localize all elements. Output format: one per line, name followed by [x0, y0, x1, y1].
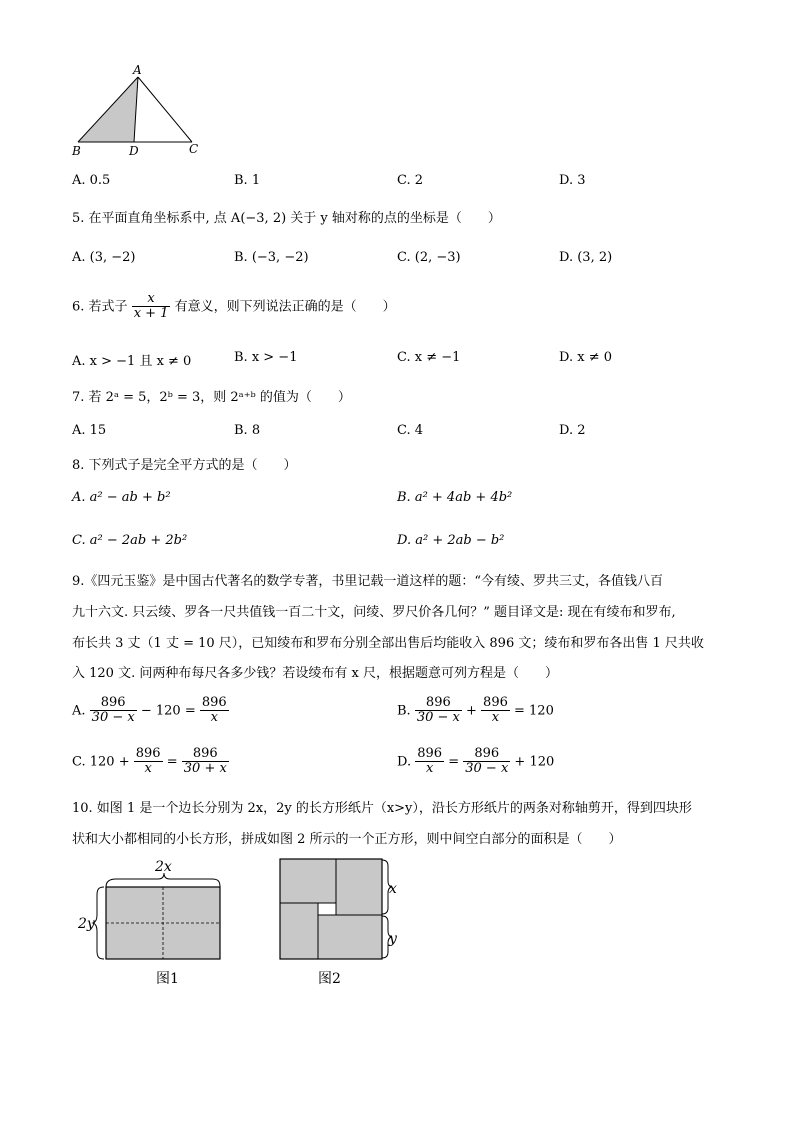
q9-c-fraction-2 — [182, 747, 229, 777]
q6-fraction-num: x — [132, 292, 171, 307]
q9-b-f2-num: 896 — [483, 695, 508, 710]
q9-d-f1-den: x — [425, 761, 434, 777]
q9-a-fraction-2 — [200, 696, 229, 726]
q5-option-b: B. (−3, −2) — [234, 250, 309, 265]
q9-option-c-label: C. — [72, 754, 86, 770]
q4-option-a: A. 0.5 — [72, 173, 111, 188]
q9-line-3: 布长共 3 丈（1 丈 = 10 尺），已知绫布和罗布分别全部出售后均能收入 896 文；绫布和罗布各出售 1 尺共收 — [72, 636, 704, 651]
q9-option-d — [397, 747, 554, 777]
q9-a-mid: − 120 = — [140, 703, 196, 719]
q9-line-1: 9.《四元玉鉴》是中国古代著名的数学专著，书里记载一道这样的题：“今有绫、罗共三丈，各值钱八百 — [72, 574, 664, 589]
q8-option-a: A. a² − ab + b² — [72, 490, 171, 505]
q6-fraction-den: x + 1 — [133, 306, 169, 322]
triangle-figure — [68, 62, 218, 162]
q9-option-d-label: D. — [397, 754, 412, 770]
q9-line-2: 九十六文. 只云绫、罗各一尺共值钱一百二十文，问绫、罗尺价各几何？” 题目译文是: 现在有绫布和罗布, — [72, 605, 676, 620]
q9-c-f1-den: x — [144, 761, 152, 777]
vertex-b-label: B — [72, 144, 81, 158]
q4-option-b: B. 1 — [234, 173, 261, 188]
figure-2 — [272, 855, 402, 995]
q7-option-d: D. 2 — [559, 423, 586, 438]
q8-stem: 8. 下列式子是完全平方式的是（ ） — [72, 458, 297, 473]
q9-c-f2-num: 896 — [182, 747, 229, 762]
q9-b-fraction-1 — [415, 696, 462, 726]
q9-option-b-label: B. — [397, 703, 411, 719]
q9-line-4: 入 120 文. 问两种布每尺各多少钱？若设绫布有 x 尺，根据题意可列方程是（ ） — [72, 666, 558, 681]
q9-b-fraction-2 — [481, 696, 510, 726]
q9-a-f2-num: 896 — [201, 695, 227, 710]
q9-c-f1-num: 896 — [135, 746, 161, 761]
q9-c-fraction-1 — [134, 747, 163, 777]
q9-a-f2-den: x — [210, 710, 218, 726]
q5-option-a: A. (3, −2) — [72, 250, 136, 265]
q9-d-fraction-2 — [463, 747, 510, 777]
q9-d-f2-num: 896 — [463, 747, 510, 762]
q6-prefix: 6. 若式子 — [72, 299, 128, 315]
q9-d-f1-num: 896 — [417, 746, 443, 761]
fig1-left-label: 2y — [78, 916, 95, 932]
fig1-top-label: 2x — [155, 859, 172, 875]
q6-option-d: D. x ≠ 0 — [559, 350, 612, 365]
q7-stem: 7. 若 2ᵃ = 5，2ᵇ = 3，则 2ᵃ⁺ᵇ 的值为（ ） — [72, 390, 351, 405]
q9-b-mid: + — [466, 703, 477, 719]
q9-b-f1-num: 896 — [415, 696, 462, 711]
vertex-a-label: A — [133, 63, 142, 77]
q6-suffix: 有意义，则下列说法正确的是（ ） — [174, 299, 396, 315]
q5-option-c: C. (2, −3) — [397, 250, 461, 265]
q9-b-end: = 120 — [514, 703, 554, 719]
vertex-c-label: C — [189, 142, 199, 156]
fig1-caption: 图1 — [156, 971, 179, 987]
q9-a-fraction-1 — [90, 696, 137, 726]
q9-a-f1-den: 30 − x — [91, 710, 135, 726]
q6-option-a: A. x > −1 且 x ≠ 0 — [72, 354, 192, 369]
q9-d-fraction-1 — [415, 747, 444, 777]
q4-option-c: C. 2 — [397, 173, 424, 188]
figure-1 — [72, 855, 232, 995]
q9-option-c — [72, 747, 229, 777]
q9-option-a-label: A. — [72, 703, 86, 719]
q5-option-d: D. (3, 2) — [559, 250, 613, 265]
q7-option-c: C. 4 — [397, 423, 424, 438]
q6-stem — [72, 292, 396, 322]
q9-c-pre: 120 + — [89, 754, 130, 770]
q9-b-f2-den: x — [491, 710, 500, 726]
q9-b-f1-den: 30 − x — [416, 710, 460, 726]
q6-fraction — [132, 292, 171, 322]
q8-option-c: C. a² − 2ab + 2b² — [72, 533, 188, 548]
fig2-y-label: y — [389, 931, 397, 947]
q8-option-b: B. a² + 4ab + 4b² — [397, 490, 513, 505]
q9-option-a — [72, 696, 229, 726]
q7-option-a: A. 15 — [72, 423, 107, 438]
q6-option-b: B. x > −1 — [234, 350, 298, 365]
q10-line-1: 10. 如图 1 是一个边长分别为 2x，2y 的长方形纸片（x>y），沿长方形纸片的两条对称轴剪开，得到四块形 — [72, 801, 692, 816]
q9-d-f2-den: 30 − x — [465, 761, 509, 777]
q10-line-2: 状和大小都相同的小长方形，拼成如图 2 所示的一个正方形，则中间空白部分的面积是（ ） — [72, 832, 622, 847]
q9-c-f2-den: 30 + x — [183, 761, 227, 777]
q6-option-c: C. x ≠ −1 — [397, 350, 461, 365]
q9-d-mid: = — [448, 754, 460, 770]
q4-option-d: D. 3 — [559, 173, 586, 188]
q5-stem: 5. 在平面直角坐标系中, 点 A(−3, 2) 关于 y 轴对称的点的坐标是（ ） — [72, 211, 501, 226]
q9-c-mid: = — [166, 754, 178, 770]
fig2-x-label: x — [389, 881, 397, 897]
q7-option-b: B. 8 — [234, 423, 261, 438]
q9-option-b — [397, 696, 554, 726]
q8-option-d: D. a² + 2ab − b² — [397, 533, 505, 548]
q9-a-f1-num: 896 — [90, 696, 137, 711]
q9-d-end: + 120 — [514, 754, 555, 770]
fig2-caption: 图2 — [318, 971, 341, 987]
vertex-d-label: D — [129, 144, 139, 158]
